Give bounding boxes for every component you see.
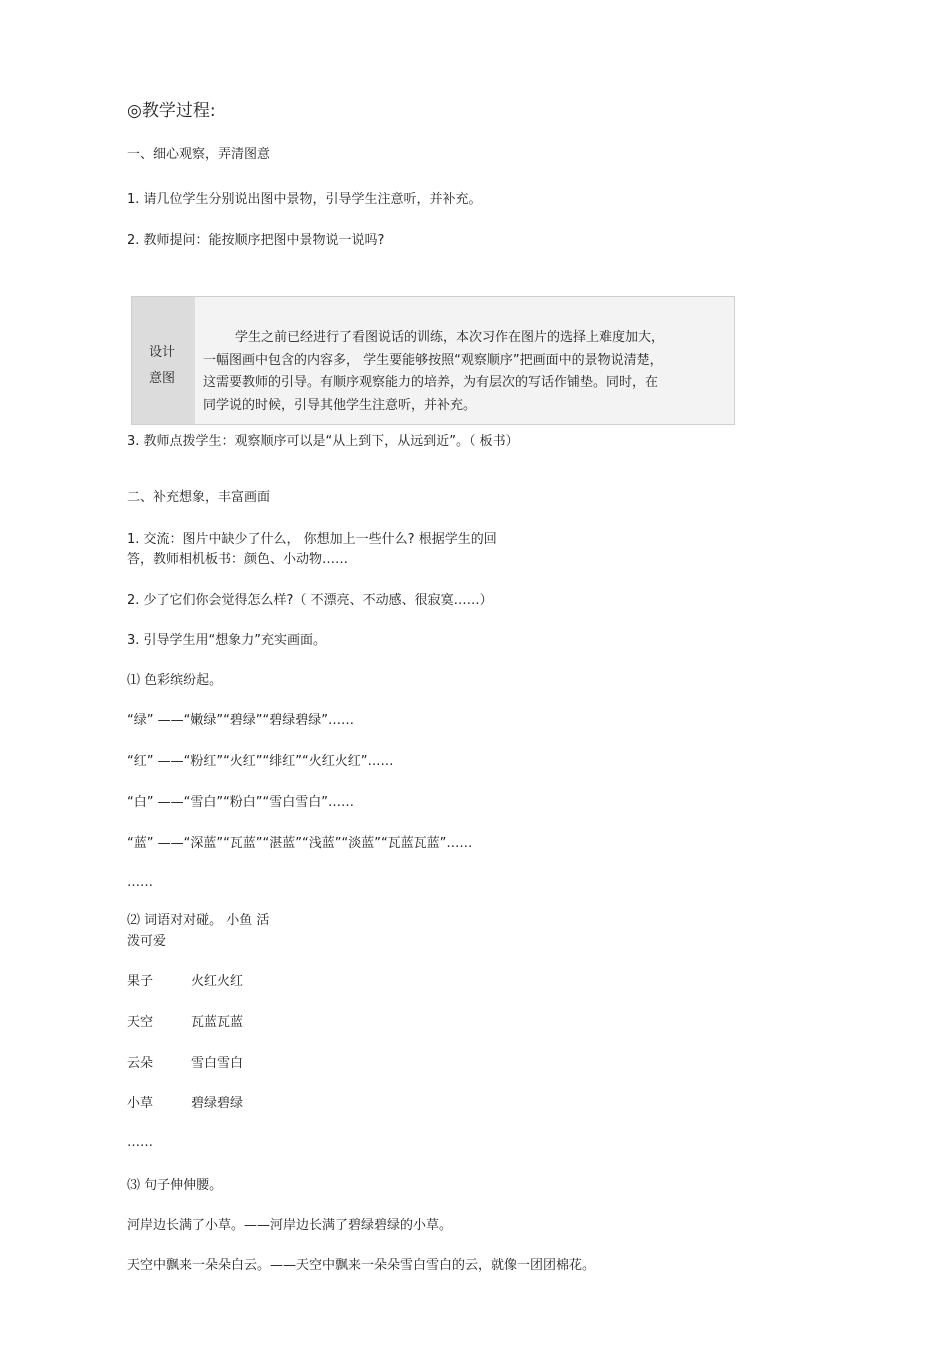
design-text-line-1: 学生之前已经进行了看图说话的训练，本次习作在图片的选择上难度加大， [235, 330, 665, 345]
ellipsis-1: …… [127, 875, 153, 890]
design-intent-box [131, 296, 735, 425]
subsection-2-title-line-1: ⑵ 词语对对碰。 小鱼 活 [127, 913, 270, 928]
page-heading: ◎教学过程: [127, 101, 216, 121]
pair-noun: 云朵 [127, 1056, 154, 1071]
color-line-green: “绿” ——“嫩绿”“碧绿”“碧绿碧绿”…… [127, 713, 355, 728]
design-text-line-3: 这需要教师的引导。有顺序观察能力的培养，为有层次的写话作铺垫。同时，在 [203, 375, 659, 390]
ellipsis-2: …… [127, 1135, 153, 1150]
example-sentence: 天空中飘来一朵朵白云。——天空中飘来一朵朵雪白雪白的云，就像一团团棉花。 [127, 1258, 596, 1273]
pair-desc: 雪白雪白 [191, 1056, 244, 1071]
pair-desc: 碧绿碧绿 [191, 1096, 244, 1111]
color-line-white: “白” ——“雪白”“粉白”“雪白雪白”…… [127, 795, 355, 810]
section-1-title: 一、细心观察，弄清图意 [127, 147, 271, 162]
pair-desc: 瓦蓝瓦蓝 [191, 1015, 244, 1030]
design-label-line-2: 意图 [149, 371, 176, 386]
section-1-item-2: 2. 教师提问：能按顺序把图中景物说一说吗? [127, 233, 385, 248]
color-line-blue: “蓝” ——“深蓝”“瓦蓝”“湛蓝”“浅蓝”“淡蓝”“瓦蓝瓦蓝”…… [127, 836, 473, 851]
section-2-item-3: 3. 引导学生用“想象力”充实画面。 [127, 633, 327, 648]
subsection-2-title-line-2: 泼可爱 [127, 934, 167, 949]
pair-desc: 火红火红 [191, 974, 244, 989]
section-1-item-1: 1. 请几位学生分别说出图中景物，引导学生注意听，并补充。 [127, 192, 482, 207]
section-2-item-2: 2. 少了它们你会觉得怎么样?（ 不漂亮、不动感、很寂寞……） [127, 593, 493, 608]
color-line-red: “红” ——“粉红”“火红”“绯红”“火红火红”…… [127, 754, 394, 769]
example-sentence: 河岸边长满了小草。——河岸边长满了碧绿碧绿的小草。 [127, 1218, 453, 1233]
subsection-1-title: ⑴ 色彩缤纷起。 [127, 673, 223, 688]
design-text-line-2: 一幅图画中包含的内容多， 学生要能够按照“观察顺序”把画面中的景物说清楚， [203, 353, 663, 368]
section-2-title: 二、补充想象，丰富画面 [127, 490, 271, 505]
section-2-item-1-line-1: 1. 交流：图片中缺少了什么， 你想加上一些什么? 根据学生的回 [127, 532, 497, 547]
section-2-item-1-line-2: 答，教师相机板书：颜色、小动物…… [127, 552, 349, 567]
pair-noun: 天空 [127, 1015, 154, 1030]
subsection-3-title: ⑶ 句子伸伸腰。 [127, 1178, 223, 1193]
pair-noun: 果子 [127, 974, 154, 989]
design-text-line-4: 同学说的时候，引导其他学生注意听，并补充。 [203, 398, 477, 413]
pair-noun: 小草 [127, 1096, 154, 1111]
design-label-line-1: 设计 [149, 345, 176, 360]
section-1-item-3: 3. 教师点拨学生：观察顺序可以是“从上到下，从远到近”。（ 板书） [127, 434, 519, 449]
design-intent-label [132, 297, 195, 424]
